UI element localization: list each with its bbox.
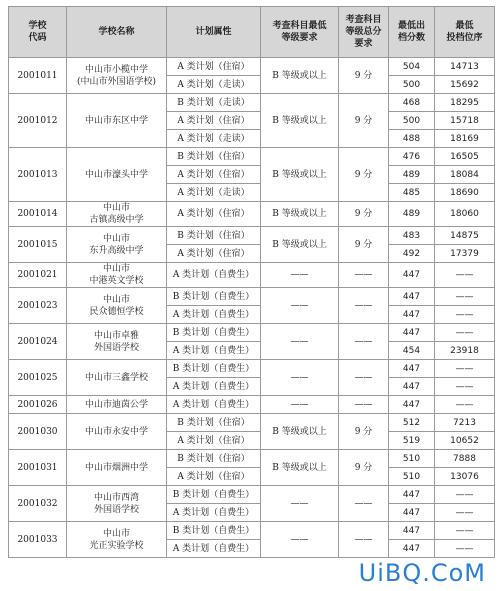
plan-attribute-cell: A 类计划（走读） <box>167 76 261 94</box>
min-level-cell: B 等级或以上 <box>261 94 339 148</box>
min-score-cell: 447 <box>389 324 435 342</box>
plan-attribute-cell: A 类计划（自费生） <box>167 263 261 288</box>
school-code-cell: 2001011 <box>9 58 67 94</box>
min-level-cell: —— <box>261 324 339 360</box>
table-row <box>9 263 495 288</box>
plan-attribute-cell: B 类计划（住宿） <box>167 148 261 166</box>
table-row <box>9 522 495 540</box>
min-level-cell: B 等级或以上 <box>261 58 339 94</box>
school-name-cell: 中山市东区中学 <box>67 94 167 148</box>
admission-score-table <box>8 6 495 558</box>
min-rank-cell: —— <box>435 486 495 504</box>
min-rank-cell: —— <box>435 396 495 414</box>
plan-attribute-cell: A 类计划（自费生） <box>167 540 261 558</box>
table-row <box>9 360 495 378</box>
min-score-cell: 485 <box>389 184 435 202</box>
school-name-cell: 中山市 民众德恒学校 <box>67 288 167 324</box>
school-name-cell: 中山市小榄中学 (中山市外国语学校) <box>67 58 167 94</box>
total-score-req-cell: 9 分 <box>339 94 389 148</box>
header-school-name: 学校名称 <box>67 7 167 58</box>
school-name-cell: 中山市 中港英文学校 <box>67 263 167 288</box>
plan-attribute-cell: B 类计划（住宿） <box>167 450 261 468</box>
min-rank-cell: 23918 <box>435 342 495 360</box>
school-code-cell: 2001012 <box>9 94 67 148</box>
school-name-cell: 中山市三鑫学校 <box>67 360 167 396</box>
school-name-cell: 中山市卓雅 外国语学校 <box>67 324 167 360</box>
total-score-req-cell: —— <box>339 522 389 558</box>
min-rank-cell: —— <box>435 288 495 306</box>
min-score-cell: 476 <box>389 148 435 166</box>
min-rank-cell: —— <box>435 306 495 324</box>
plan-attribute-cell: B 类计划（住宿） <box>167 414 261 432</box>
school-code-cell: 2001023 <box>9 288 67 324</box>
min-score-cell: 447 <box>389 540 435 558</box>
min-rank-cell: 18690 <box>435 184 495 202</box>
min-rank-cell: —— <box>435 263 495 288</box>
header-min-score: 最低出 档分数 <box>389 7 435 58</box>
school-name-cell: 中山市 光正实验学校 <box>67 522 167 558</box>
school-name-cell: 中山市濠头中学 <box>67 148 167 202</box>
min-rank-cell: 10652 <box>435 432 495 450</box>
watermark-logo: UiBQ.CoM <box>355 559 490 587</box>
total-score-req-cell: —— <box>339 288 389 324</box>
plan-attribute-cell: A 类计划（自费生） <box>167 342 261 360</box>
header-plan-attribute: 计划属性 <box>167 7 261 58</box>
total-score-req-cell: 9 分 <box>339 148 389 202</box>
min-score-cell: 447 <box>389 486 435 504</box>
total-score-req-cell: —— <box>339 263 389 288</box>
table-row <box>9 227 495 245</box>
total-score-req-cell: —— <box>339 324 389 360</box>
plan-attribute-cell: A 类计划（住宿） <box>167 468 261 486</box>
min-score-cell: 447 <box>389 263 435 288</box>
min-level-cell: —— <box>261 486 339 522</box>
table-row <box>9 94 495 112</box>
min-score-cell: 447 <box>389 522 435 540</box>
plan-attribute-cell: B 类计划（自费生） <box>167 360 261 378</box>
min-level-cell: —— <box>261 288 339 324</box>
total-score-req-cell: 9 分 <box>339 202 389 227</box>
total-score-req-cell: 9 分 <box>339 414 389 450</box>
min-rank-cell: —— <box>435 378 495 396</box>
min-score-cell: 447 <box>389 288 435 306</box>
school-code-cell: 2001033 <box>9 522 67 558</box>
plan-attribute-cell: A 类计划（自费生） <box>167 504 261 522</box>
min-rank-cell: 7888 <box>435 450 495 468</box>
school-code-cell: 2001015 <box>9 227 67 263</box>
min-rank-cell: —— <box>435 540 495 558</box>
min-score-cell: 488 <box>389 130 435 148</box>
min-score-cell: 492 <box>389 245 435 263</box>
min-rank-cell: —— <box>435 504 495 522</box>
table-row <box>9 414 495 432</box>
min-score-cell: 500 <box>389 112 435 130</box>
plan-attribute-cell: A 类计划（住宿） <box>167 202 261 227</box>
table-row <box>9 148 495 166</box>
min-score-cell: 489 <box>389 166 435 184</box>
plan-attribute-cell: A 类计划（走读） <box>167 184 261 202</box>
plan-attribute-cell: A 类计划（自费生） <box>167 396 261 414</box>
plan-attribute-cell: A 类计划（住宿） <box>167 432 261 450</box>
min-score-cell: 447 <box>389 396 435 414</box>
min-level-cell: —— <box>261 522 339 558</box>
min-score-cell: 447 <box>389 378 435 396</box>
plan-attribute-cell: B 类计划（走读） <box>167 94 261 112</box>
min-score-cell: 447 <box>389 306 435 324</box>
min-rank-cell: 18295 <box>435 94 495 112</box>
plan-attribute-cell: A 类计划（住宿） <box>167 166 261 184</box>
min-score-cell: 512 <box>389 414 435 432</box>
plan-attribute-cell: B 类计划（自费生） <box>167 288 261 306</box>
school-code-cell: 2001013 <box>9 148 67 202</box>
min-score-cell: 454 <box>389 342 435 360</box>
min-level-cell: B 等级或以上 <box>261 148 339 202</box>
table-row <box>9 486 495 504</box>
plan-attribute-cell: B 类计划（自费生） <box>167 324 261 342</box>
min-level-cell: B 等级或以上 <box>261 202 339 227</box>
plan-attribute-cell: A 类计划（住宿） <box>167 112 261 130</box>
school-code-cell: 2001030 <box>9 414 67 450</box>
school-name-cell: 中山市西湾 外国语学校 <box>67 486 167 522</box>
min-rank-cell: —— <box>435 324 495 342</box>
min-score-cell: 483 <box>389 227 435 245</box>
min-rank-cell: 14875 <box>435 227 495 245</box>
school-name-cell: 中山市永安中学 <box>67 414 167 450</box>
school-code-cell: 2001026 <box>9 396 67 414</box>
school-code-cell: 2001025 <box>9 360 67 396</box>
total-score-req-cell: —— <box>339 396 389 414</box>
min-rank-cell: 15718 <box>435 112 495 130</box>
school-code-cell: 2001032 <box>9 486 67 522</box>
min-score-cell: 447 <box>389 504 435 522</box>
header-min-level: 考查科目最低 等级要求 <box>261 7 339 58</box>
min-score-cell: 510 <box>389 468 435 486</box>
table-row <box>9 450 495 468</box>
plan-attribute-cell: B 类计划（自费生） <box>167 486 261 504</box>
header-min-rank: 最低 投档位序 <box>435 7 495 58</box>
min-rank-cell: 18169 <box>435 130 495 148</box>
min-rank-cell: 17379 <box>435 245 495 263</box>
table-header-row <box>9 7 495 58</box>
min-level-cell: —— <box>261 396 339 414</box>
total-score-req-cell: 9 分 <box>339 58 389 94</box>
plan-attribute-cell: A 类计划（住宿） <box>167 58 261 76</box>
school-code-cell: 2001024 <box>9 324 67 360</box>
table-row <box>9 288 495 306</box>
school-code-cell: 2001014 <box>9 202 67 227</box>
plan-attribute-cell: B 类计划（自费生） <box>167 522 261 540</box>
min-score-cell: 510 <box>389 450 435 468</box>
min-rank-cell: 16505 <box>435 148 495 166</box>
min-level-cell: B 等级或以上 <box>261 227 339 263</box>
min-rank-cell: 13076 <box>435 468 495 486</box>
plan-attribute-cell: B 类计划（住宿） <box>167 227 261 245</box>
table-body <box>9 58 495 558</box>
school-name-cell: 中山市迪茵公学 <box>67 396 167 414</box>
plan-attribute-cell: A 类计划（自费生） <box>167 378 261 396</box>
min-rank-cell: 15692 <box>435 76 495 94</box>
table-row <box>9 58 495 76</box>
plan-attribute-cell: A 类计划（住宿） <box>167 245 261 263</box>
school-code-cell: 2001021 <box>9 263 67 288</box>
school-code-cell: 2001031 <box>9 450 67 486</box>
min-rank-cell: —— <box>435 522 495 540</box>
school-name-cell: 中山市 东升高级中学 <box>67 227 167 263</box>
min-score-cell: 447 <box>389 360 435 378</box>
min-rank-cell: 14713 <box>435 58 495 76</box>
table-row <box>9 202 495 227</box>
min-level-cell: B 等级或以上 <box>261 450 339 486</box>
min-rank-cell: —— <box>435 360 495 378</box>
min-level-cell: —— <box>261 360 339 396</box>
min-score-cell: 489 <box>389 202 435 227</box>
table-row <box>9 324 495 342</box>
min-score-cell: 468 <box>389 94 435 112</box>
table-row <box>9 396 495 414</box>
school-name-cell: 中山市 古镇高级中学 <box>67 202 167 227</box>
total-score-req-cell: 9 分 <box>339 227 389 263</box>
school-name-cell: 中山市烟洲中学 <box>67 450 167 486</box>
total-score-req-cell: —— <box>339 360 389 396</box>
min-rank-cell: 18084 <box>435 166 495 184</box>
header-total-score-req: 考查科目 等级总分 要求 <box>339 7 389 58</box>
min-level-cell: B 等级或以上 <box>261 414 339 450</box>
min-rank-cell: 18060 <box>435 202 495 227</box>
min-rank-cell: 7213 <box>435 414 495 432</box>
plan-attribute-cell: A 类计划（走读） <box>167 130 261 148</box>
total-score-req-cell: 9 分 <box>339 450 389 486</box>
total-score-req-cell: —— <box>339 486 389 522</box>
min-level-cell: —— <box>261 263 339 288</box>
min-score-cell: 504 <box>389 58 435 76</box>
min-score-cell: 500 <box>389 76 435 94</box>
min-score-cell: 519 <box>389 432 435 450</box>
plan-attribute-cell: A 类计划（自费生） <box>167 306 261 324</box>
header-school-code: 学校 代码 <box>9 7 67 58</box>
